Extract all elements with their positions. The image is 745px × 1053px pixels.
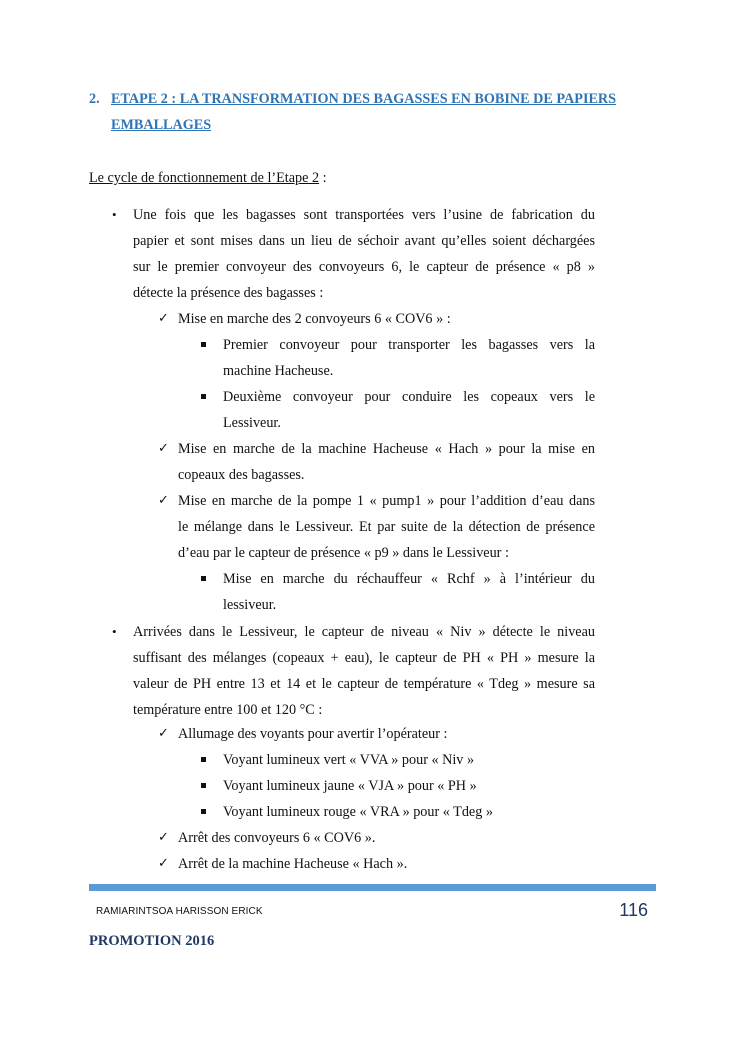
body-line: Mise en marche de la pompe 1 « pump1 » pour l’addition d’eau dans [178, 493, 595, 509]
bullet-marker: • [112, 624, 117, 639]
footer-promotion: PROMOTION 2016 [89, 933, 215, 949]
body-line: Arrêt des convoyeurs 6 « COV6 ». [178, 830, 376, 846]
intro-line [89, 167, 327, 189]
square-bullet-icon [201, 394, 206, 399]
body-line: valeur de PH entre 13 et 14 et le capteur de température « Tdeg » mesure sa [133, 676, 595, 692]
check-marker: ✓ [158, 493, 169, 508]
body-line: lessiveur. [223, 597, 277, 613]
body-line: Mise en marche de la machine Hacheuse « Hach » pour la mise en [178, 441, 595, 457]
body-line: sur le premier convoyeur des convoyeurs 6, le capteur de présence « p8 » [133, 259, 595, 275]
body-line: Deuxième convoyeur pour conduire les copeaux vers le [223, 389, 595, 405]
check-marker: ✓ [158, 856, 169, 871]
body-line: Voyant lumineux vert « VVA » pour « Niv » [223, 752, 475, 768]
square-bullet-icon [201, 809, 206, 814]
intro-suffix: : [319, 170, 327, 186]
check-marker: ✓ [158, 726, 169, 741]
body-line: papier et sont mises dans un lieu de séchoir avant qu’elles soient déchargées [133, 233, 595, 249]
square-bullet-icon [201, 342, 206, 347]
footer-author: RAMIARINTSOA HARISSON ERICK [96, 906, 263, 917]
section-number: 2. [89, 91, 100, 107]
square-bullet-icon [201, 576, 206, 581]
intro-underlined: Le cycle de fonctionnement de l’Etape 2 [89, 170, 320, 186]
body-line: Voyant lumineux jaune « VJA » pour « PH » [223, 778, 477, 794]
body-line: Arrivées dans le Lessiveur, le capteur de niveau « Niv » détecte le niveau [133, 624, 595, 640]
body-line: température entre 100 et 120 °C : [133, 702, 323, 718]
check-marker: ✓ [158, 441, 169, 456]
body-line: d’eau par le capteur de présence « p9 » dans le Lessiveur : [178, 545, 509, 561]
body-line: copeaux des bagasses. [178, 467, 305, 483]
body-line: Allumage des voyants pour avertir l’opérateur : [178, 726, 448, 742]
check-marker: ✓ [158, 311, 169, 326]
body-line: Une fois que les bagasses sont transportées vers l’usine de fabrication du [133, 207, 595, 223]
section-title: ETAPE 2 : LA TRANSFORMATION DES BAGASSES EN BOBINE DE PAPIERS EMBALLAGES [111, 91, 617, 133]
body-line: Mise en marche des 2 convoyeurs 6 « COV6 » : [178, 311, 451, 327]
footer-divider [89, 884, 656, 891]
check-marker: ✓ [158, 830, 169, 845]
body-line: Arrêt de la machine Hacheuse « Hach ». [178, 856, 408, 872]
square-bullet-icon [201, 757, 206, 762]
body-line: Mise en marche du réchauffeur « Rchf » à l’intérieur du [223, 571, 595, 587]
body-line: Premier convoyeur pour transporter les bagasses vers la [223, 337, 595, 353]
bullet-marker: • [112, 207, 117, 222]
body-line: le mélange dans le Lessiveur. Et par suite de la détection de présence [178, 519, 595, 535]
body-line: machine Hacheuse. [223, 363, 334, 379]
body-line: suffisant des mélanges (copeaux + eau), le capteur de PH « PH » mesure la [133, 650, 595, 666]
page-number: 116 [619, 900, 648, 920]
body-line: détecte la présence des bagasses : [133, 285, 324, 301]
body-line: Lessiveur. [223, 415, 281, 431]
square-bullet-icon [201, 783, 206, 788]
body-line: Voyant lumineux rouge « VRA » pour « Tdeg » [223, 804, 493, 820]
